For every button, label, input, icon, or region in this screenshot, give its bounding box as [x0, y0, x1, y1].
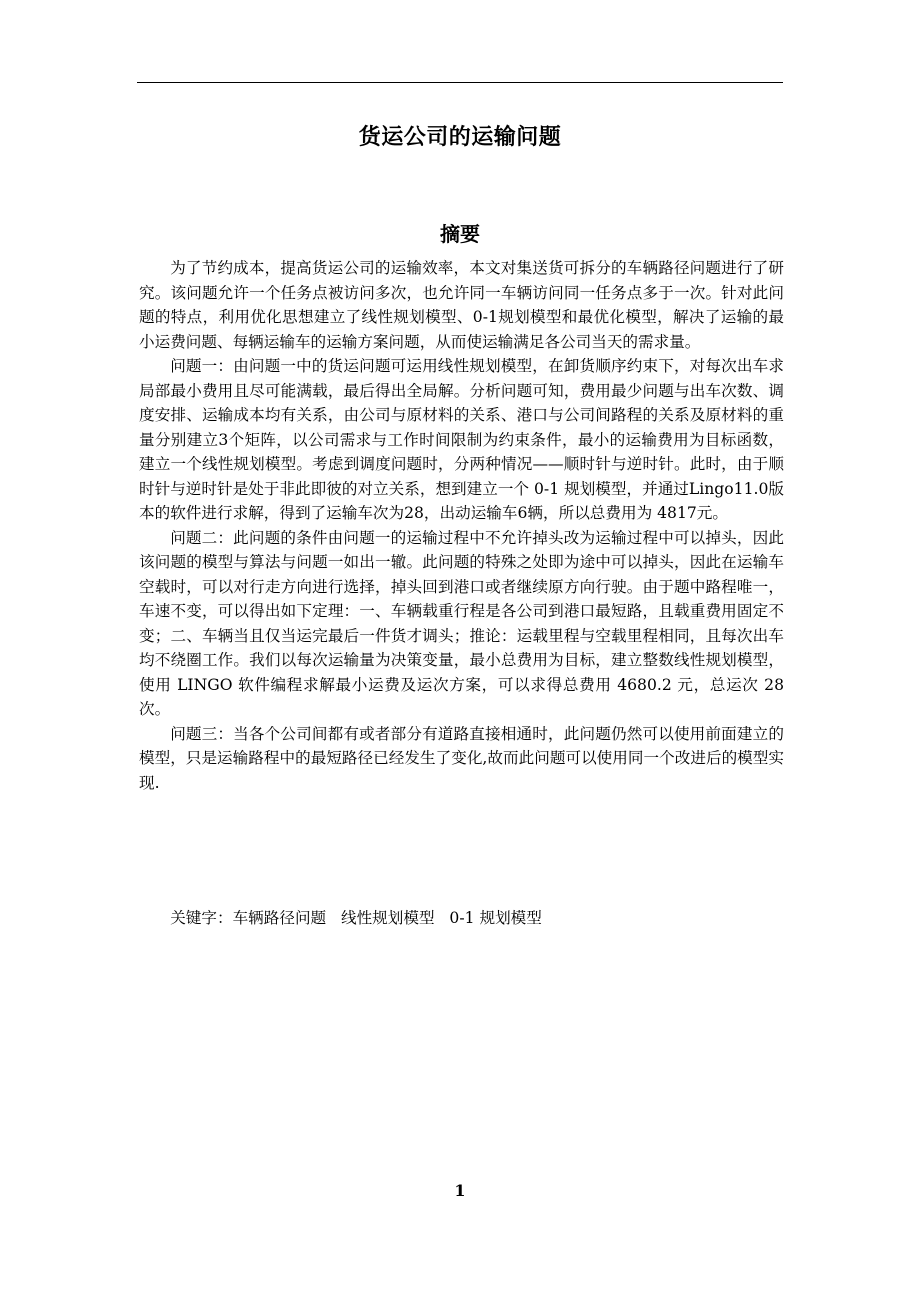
abstract-paragraph-problem-3: 问题三：当各个公司间都有或者部分有道路直接相通时，此问题仍然可以使用前面建立的模型，只是运输路程中的最短路径已经发生了变化,故而此问题可以使用同一个改进后的模型实现.: [139, 724, 784, 792]
page-number: 1: [454, 1181, 466, 1200]
abstract-paragraph-problem-2: 问题二：此问题的条件由问题一的运输过程中不允许掉头改为运输过程中可以掉头，因此该问题的模型与算法与问题一如出一辙。此问题的特殊之处即为途中可以掉头，因此在运输车空载时，可以对行走方向进行选择，掉头回到港口或者继续原方向行驶。由于题中路程唯一，车速不变，可以得出如下定理：一、车辆载重行程是各公司到港口最短路，且载重费用固定不变；二、车辆当且仅当运完最后一件货才调头；推论：运载里程与空载里程相同，且每次出车均不绕圈工作。我们以每次运输量为决策变量，最小总费用为目标，建立整数线性规划模型，使用 LINGO 软件编程求解最小运费及运次方案，可以求得总费用 4680.2 元，总运次 28 次。: [139, 528, 784, 718]
header-rule: [137, 82, 783, 83]
abstract-paragraph-problem-1: 问题一：由问题一中的货运问题可运用线性规划模型，在卸货顺序约束下，对每次出车求局部最小费用且尽可能满载，最后得出全局解。分析问题可知，费用最少问题与出车次数、调度安排、运输成本均有关系，由公司与原材料的关系、港口与公司间路程的关系及原材料的重量分别建立3个矩阵，以公司需求与工作时间限制为约束条件，最小的运输费用为目标函数，建立一个线性规划模型。考虑到调度问题时，分两种情况——顺时针与逆时针。此时，由于顺时针与逆时针是处于非此即彼的对立关系，想到建立一个 0-1 规划模型，并通过Lingo11.0版本的软件进行求解，得到了运输车次为28，出动运输车6辆，所以总费用为 4817元。: [139, 357, 784, 522]
document-title: 货运公司的运输问题: [358, 125, 562, 150]
keywords-line: 关键字：车辆路径问题 线性规划模型 0-1 规划模型: [170, 909, 542, 927]
abstract-body: [139, 256, 784, 795]
abstract-paragraph-intro: 为了节约成本，提高货运公司的运输效率，本文对集送货可拆分的车辆路径问题进行了研究。该问题允许一个任务点被访问多次，也允许同一车辆访问同一任务点多于一次。针对此问题的特点，利用优化思想建立了线性规划模型、0-1规划模型和最优化模型，解决了运输的最小运费问题、每辆运输车的运输方案问题，从而使运输满足各公司当天的需求量。: [139, 259, 784, 351]
abstract-heading: 摘要: [440, 222, 480, 246]
